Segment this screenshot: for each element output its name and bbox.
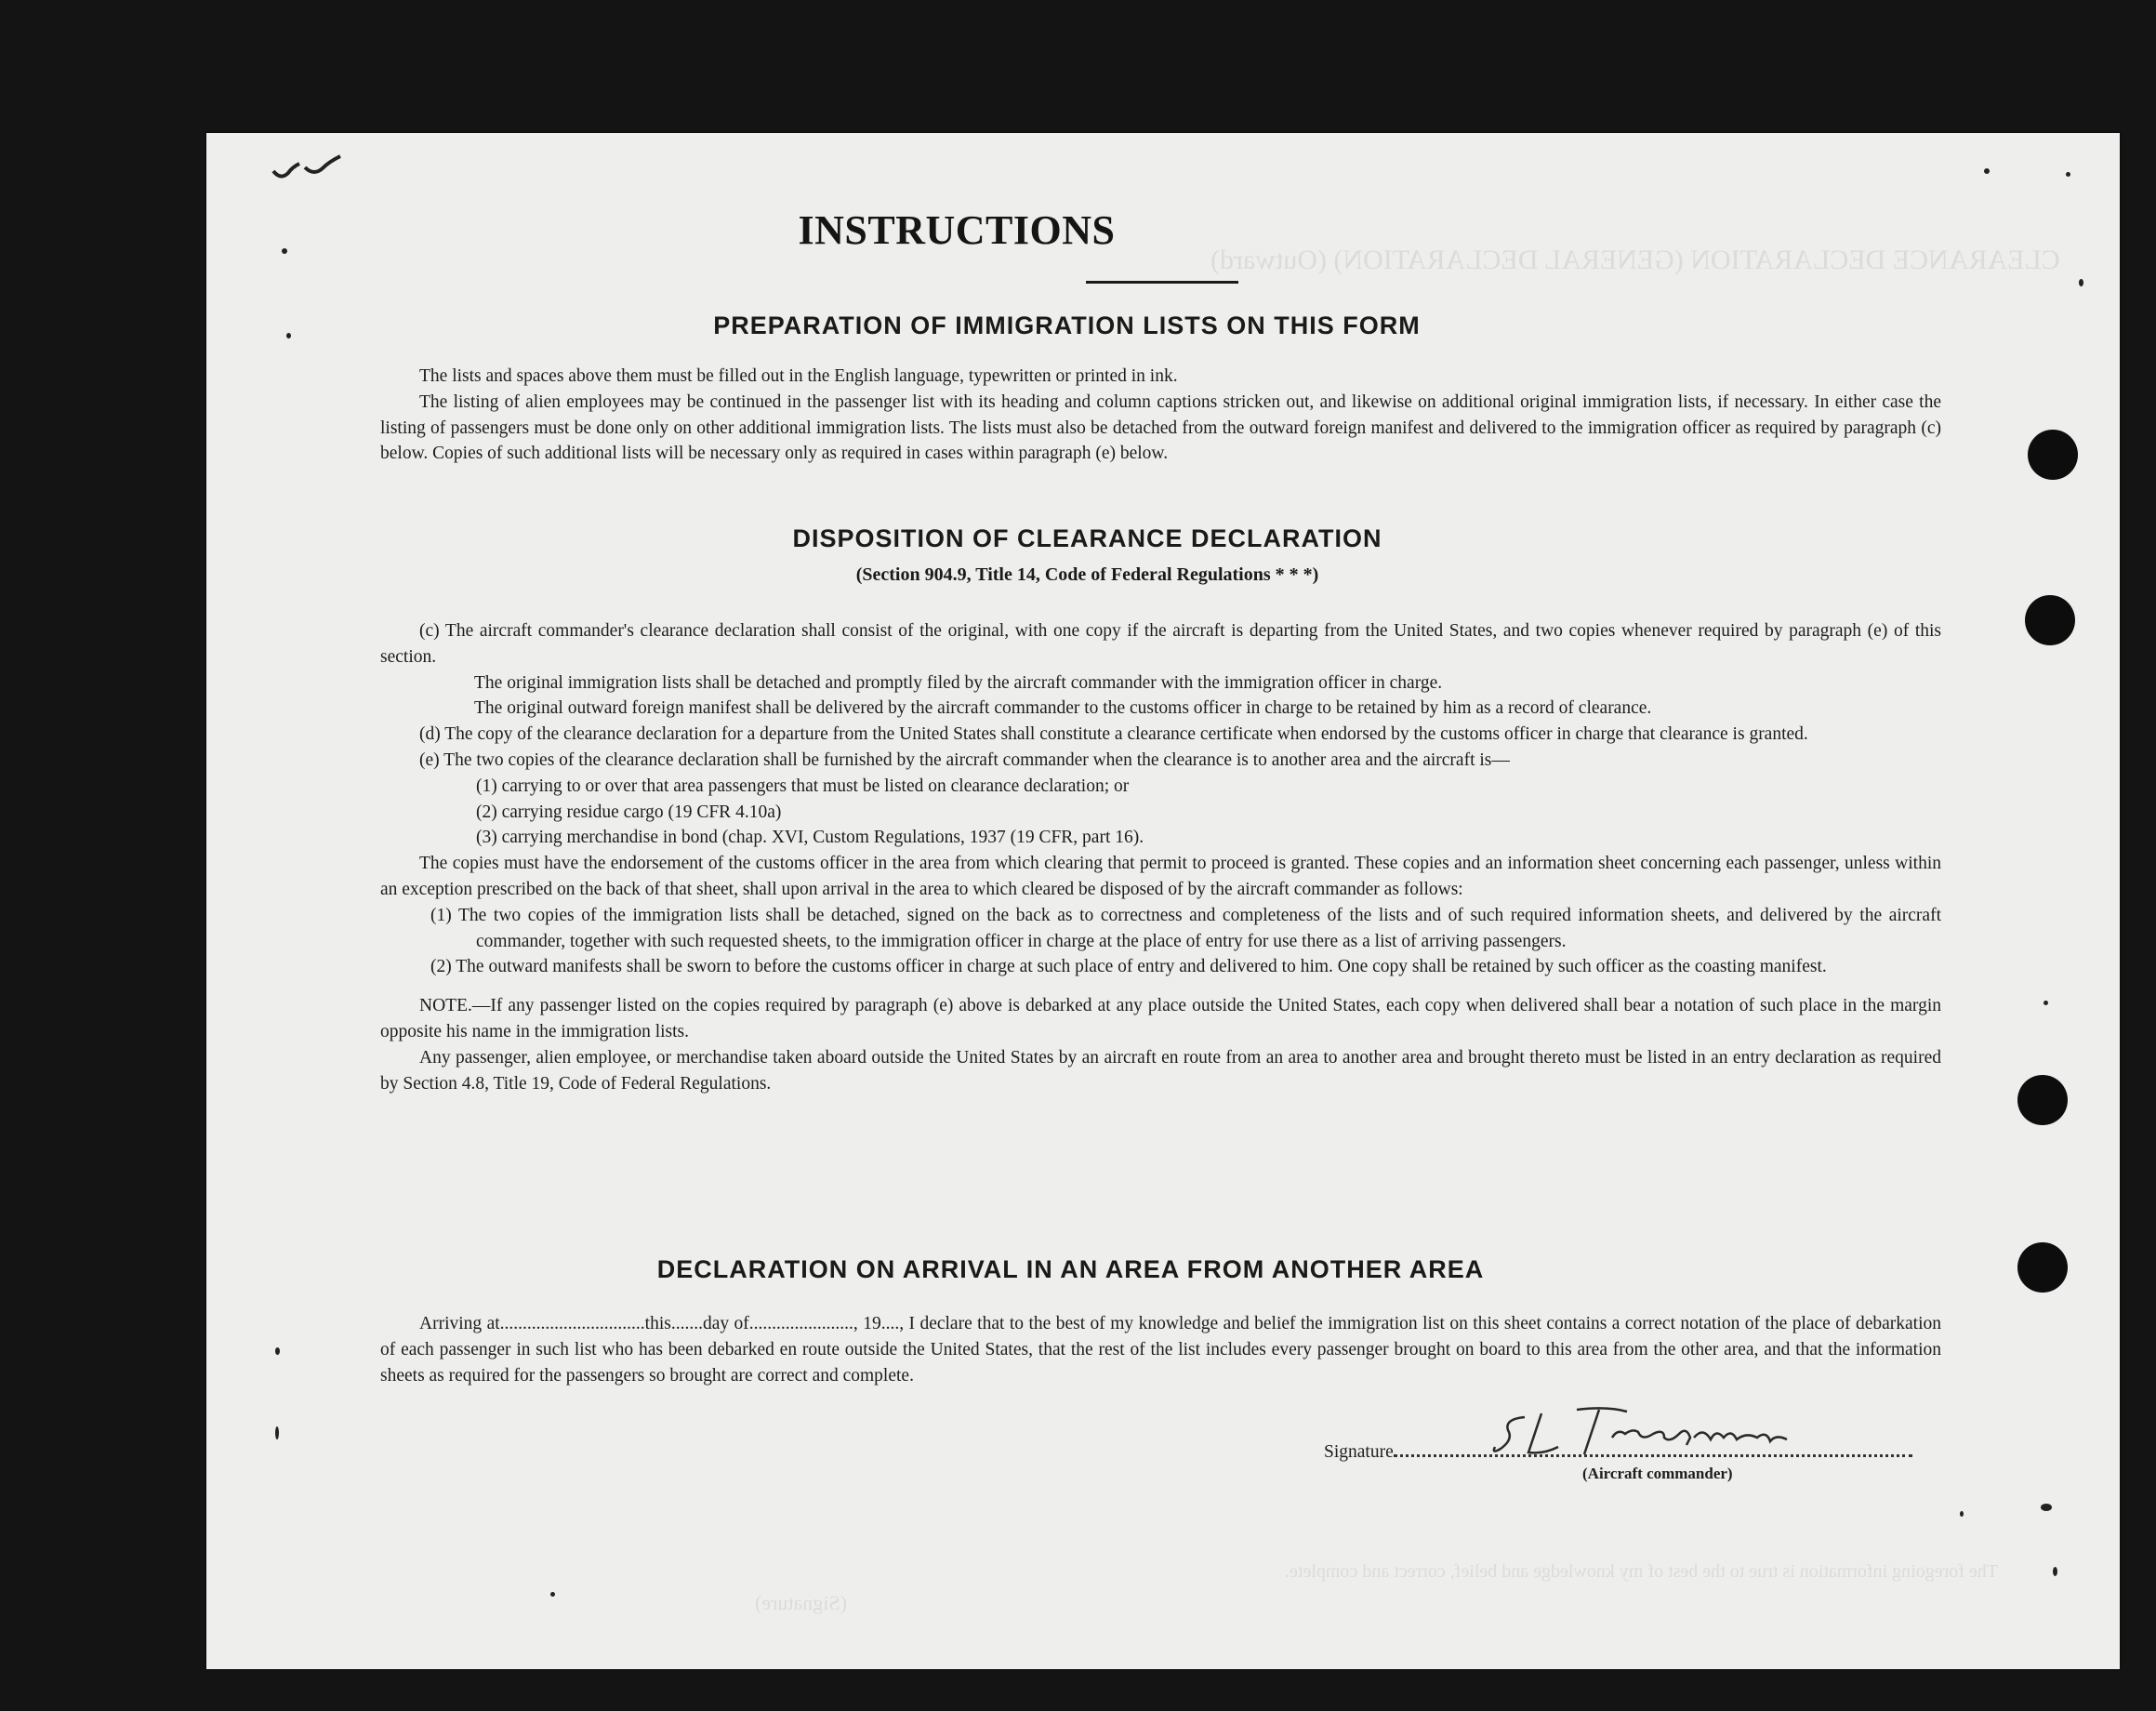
para-e2: (2) carrying residue cargo (19 CFR 4.10a) bbox=[476, 802, 782, 822]
prep-body bbox=[380, 364, 1941, 467]
speck bbox=[275, 1347, 280, 1355]
page-title: INSTRUCTIONS bbox=[798, 207, 1116, 253]
speck bbox=[2053, 1567, 2057, 1576]
para-f2: (2) The outward manifests shall be sworn to before the customs officer in charge at such place of entry and delivered to him. One copy shall be retained by such officer as the coasting manifest. bbox=[430, 957, 1827, 977]
arrival-body bbox=[380, 1311, 1941, 1388]
para-e: (e) The two copies of the clearance declaration shall be furnished by the aircraft commander when the clearance is to another area and the aircraft is— bbox=[419, 749, 1510, 770]
disposition-subheading: (Section 904.9, Title 14, Code of Federal Regulations * * *) bbox=[855, 564, 1319, 585]
punch-hole-2 bbox=[2025, 595, 2075, 645]
para-c2: The original outward foreign manifest shall be delivered by the aircraft commander to the customs officer in charge to be retained by him as a record of clearance. bbox=[474, 698, 1652, 719]
speck bbox=[2041, 1504, 2052, 1511]
para-e3: (3) carrying merchandise in bond (chap. XVI, Custom Regulations, 1937 (19 CFR, part 16). bbox=[476, 828, 1144, 848]
para-note: NOTE.—If any passenger listed on the copies required by paragraph (e) above is debarked at any place outside the United States, each copy when delivered shall bear a notation of such place in the margin opposite his name in the immigration lists. bbox=[380, 996, 1941, 1041]
para-e1: (1) carrying to or over that area passengers that must be listed on clearance declaration; or bbox=[476, 776, 1130, 796]
show-through-line-2: (Signature) bbox=[755, 1591, 847, 1614]
speck bbox=[1984, 168, 1990, 174]
punch-hole-3 bbox=[2017, 1075, 2068, 1125]
para-copies: The copies must have the endorsement of the customs officer in the area from which clearing that permit to proceed is granted. These copies and an information sheet concerning each passenger, unless within an exception prescribed on the back of that sheet, shall upon arrival in the area to which cleared be disposed of by the aircraft commander as follows: bbox=[380, 854, 1941, 899]
prep-heading: PREPARATION OF IMMIGRATION LISTS ON THIS FORM bbox=[713, 312, 1421, 339]
title-rule bbox=[1086, 281, 1238, 284]
prep-paragraph-1: The lists and spaces above them must be filled out in the English language, typewritten or printed in ink. bbox=[419, 366, 1178, 386]
handwritten-signature bbox=[1488, 1400, 1804, 1466]
speck bbox=[282, 248, 287, 254]
speck bbox=[1960, 1511, 1964, 1517]
prep-paragraph-2: The listing of alien employees may be continued in the passenger list with its heading and column captions stricken out, and likewise on additional original immigration lists, if necessary. In either case the listing of passengers must be done only on other additional immigration lists. The lists must also be detached from the outward foreign manifest and delivered to the immigration officer as required by paragraph (c) below. Copies of such additional lists will be necessary only as required in cases within paragraph (e) below. bbox=[380, 391, 1941, 464]
signature-label: Signature bbox=[1324, 1442, 1394, 1462]
arrival-declaration: Arriving at................................this.......day of......................., 19...., I declare that to the best of my knowledge and belief the immigration list on this sheet contains a correct notation of the place of debarkation of each passenger in such list who has been debarked en route outside the United States, that the rest of the list includes every passenger brought on board to this area from the other area, and that the information sheets as required for the passengers so brought are correct and complete. bbox=[380, 1314, 1941, 1386]
disposition-body bbox=[380, 618, 1941, 1096]
speck bbox=[2066, 172, 2070, 177]
punch-hole-1 bbox=[2028, 430, 2078, 480]
show-through-line-3: The foregoing information is true to the best of my knowledge and belief, correct and complete. bbox=[1285, 1561, 1998, 1582]
signature-caption: (Aircraft commander) bbox=[1582, 1465, 1733, 1482]
para-c: (c) The aircraft commander's clearance declaration shall consist of the original, with one copy if the aircraft is departing from the United States, and two copies whenever required by paragraph (e) of this section. bbox=[380, 621, 1941, 667]
disposition-heading: DISPOSITION OF CLEARANCE DECLARATION bbox=[792, 524, 1382, 552]
speck bbox=[2079, 279, 2083, 286]
para-d: (d) The copy of the clearance declaration for a departure from the United States shall constitute a clearance certificate when endorsed by the customs officer in charge that clearance is granted. bbox=[419, 724, 1808, 745]
para-c1: The original immigration lists shall be detached and promptly filed by the aircraft commander with the immigration officer in charge. bbox=[474, 672, 1443, 693]
speck bbox=[550, 1592, 555, 1597]
speck bbox=[275, 1426, 279, 1439]
arrival-heading: DECLARATION ON ARRIVAL IN AN AREA FROM ANOTHER AREA bbox=[656, 1255, 1485, 1283]
para-any: Any passenger, alien employee, or merchandise taken aboard outside the United States by an aircraft en route from an area to another area and brought thereto must be listed in an entry declaration as required by Section 4.8, Title 19, Code of Federal Regulations. bbox=[380, 1047, 1941, 1094]
para-f1: (1) The two copies of the immigration lists shall be detached, signed on the back as to correctness and completeness of the lists and of such required information sheets, and delivered by the aircraft commander, together with such requested sheets, to the immigration officer in charge at the place of entry for use there as a list of arriving passengers. bbox=[430, 905, 1941, 951]
show-through-line-1: CLEARANCE DECLARATION (GENERAL DECLARATION) (Outward) bbox=[1210, 245, 2060, 275]
check-marks-icon bbox=[268, 149, 370, 195]
speck bbox=[2044, 1001, 2048, 1005]
